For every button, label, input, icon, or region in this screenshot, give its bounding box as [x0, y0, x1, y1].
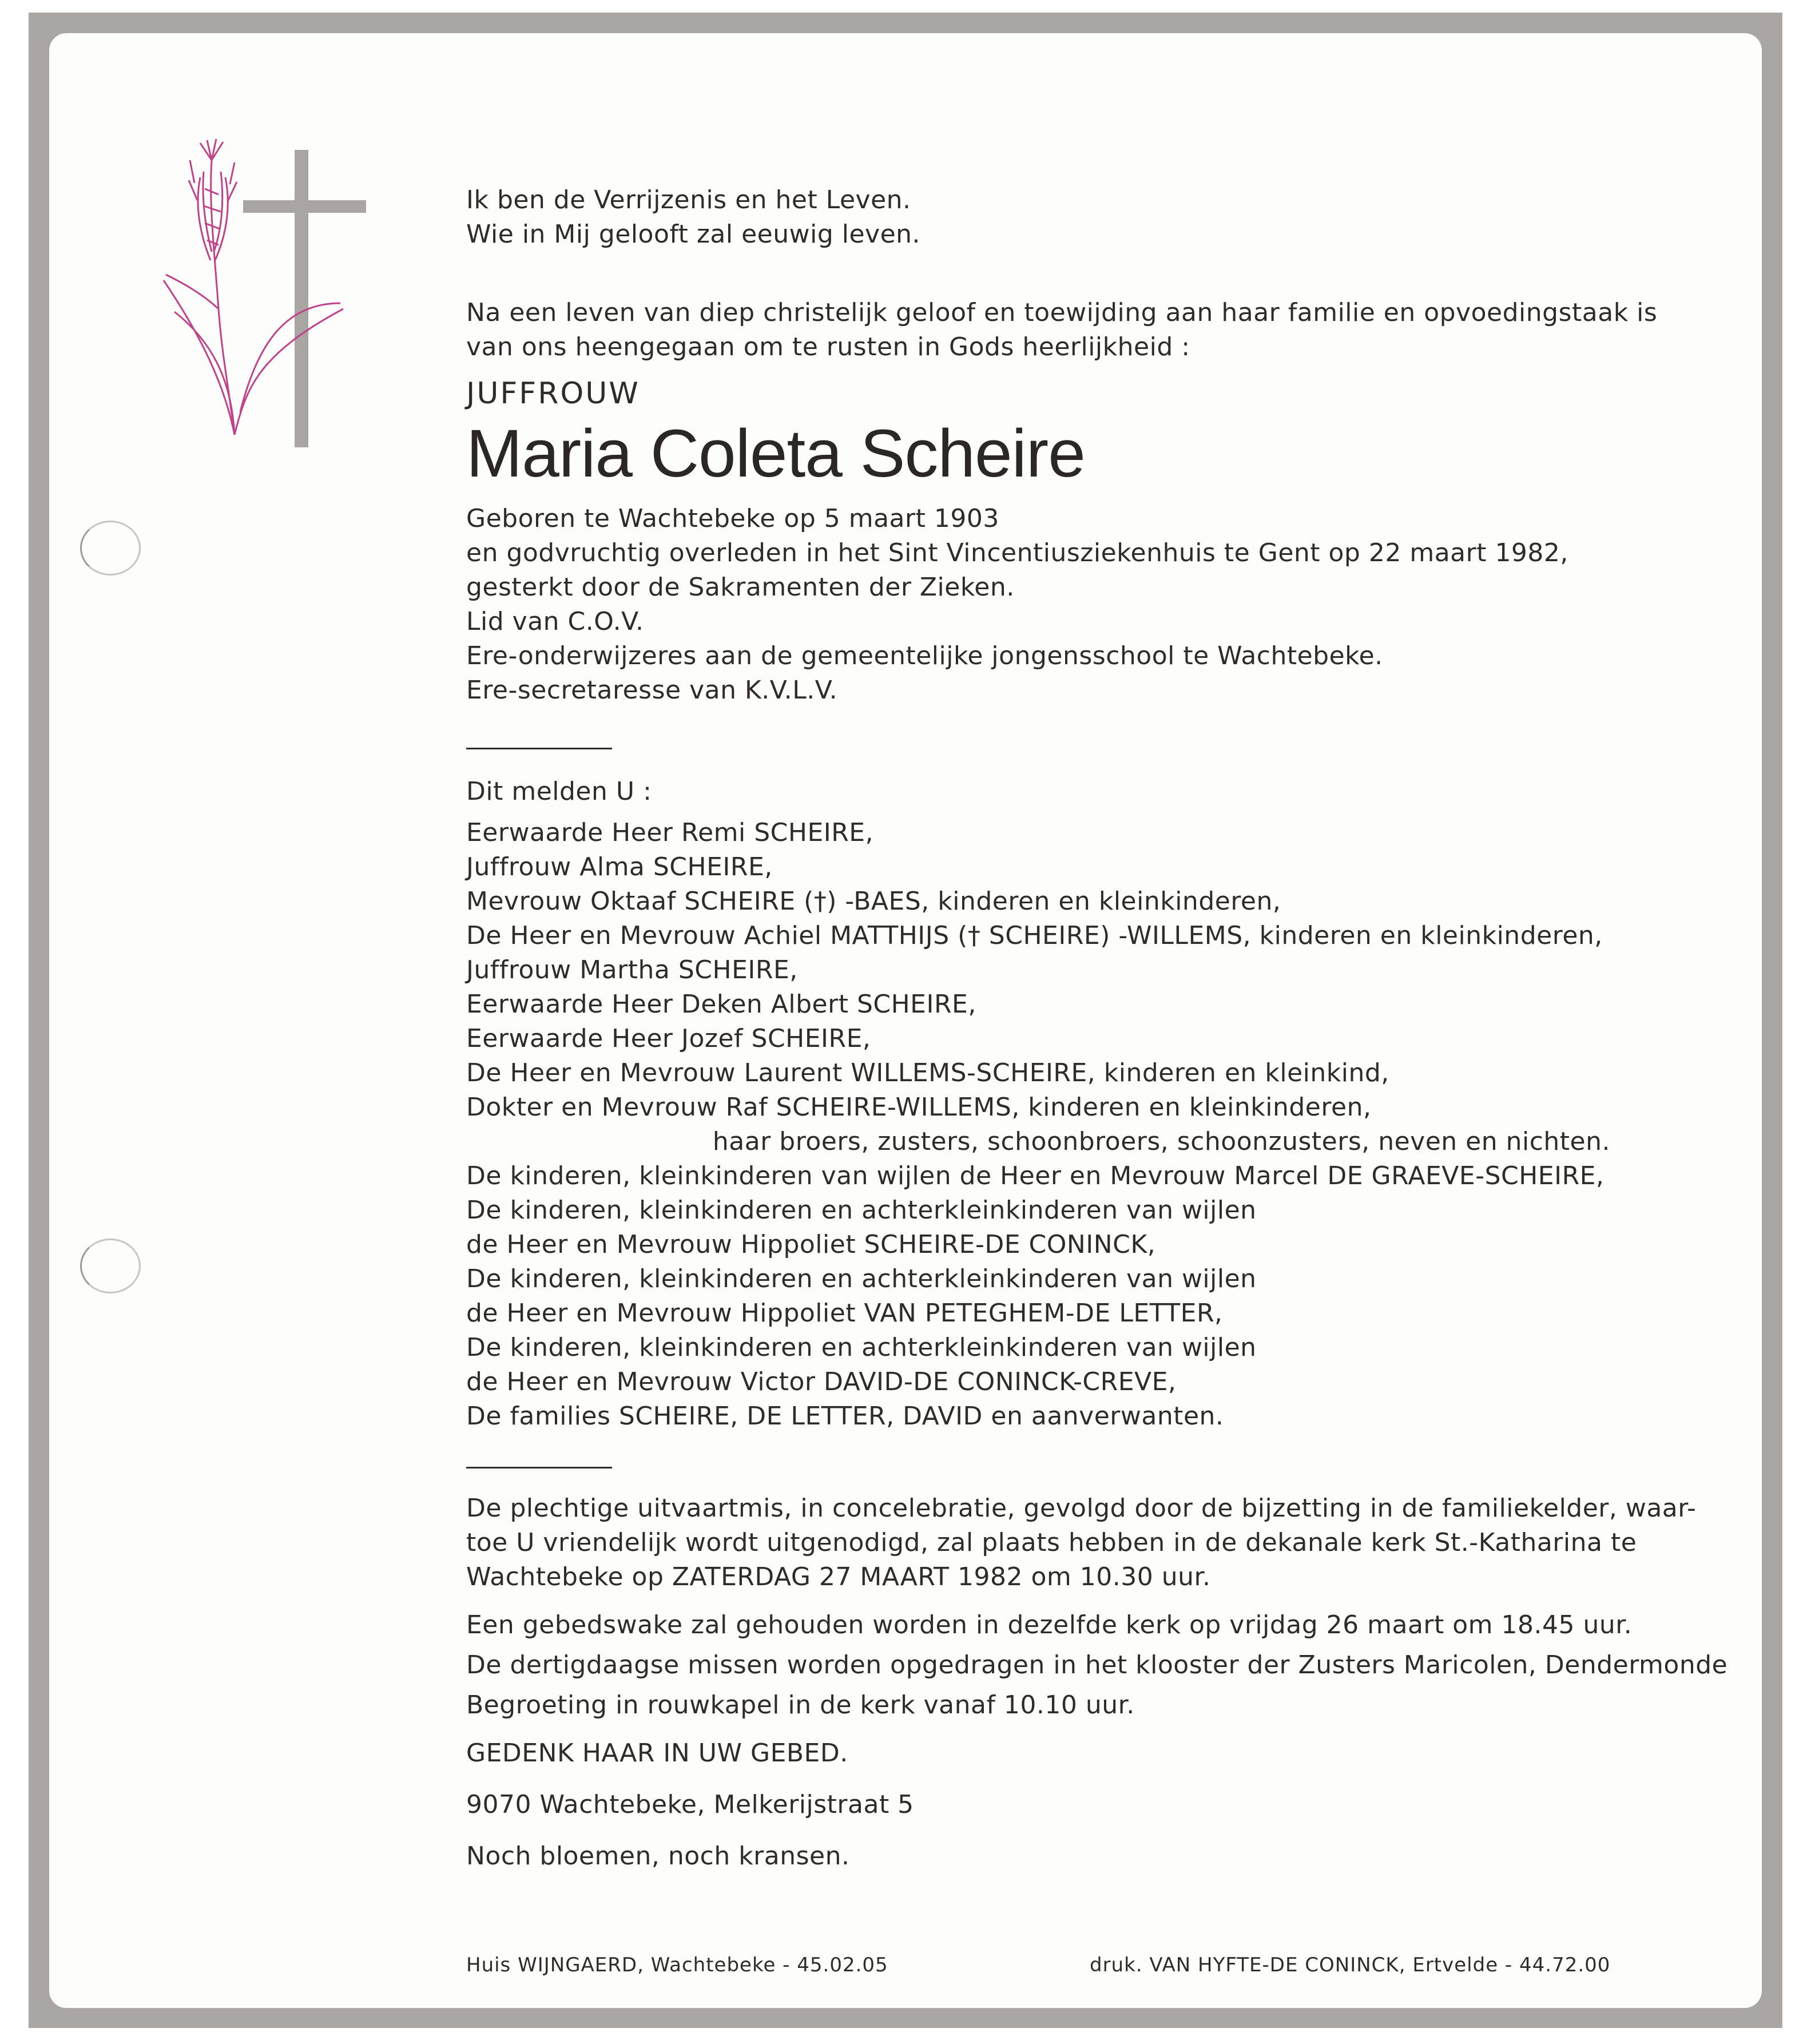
bio-line: Lid van C.O.V.	[466, 607, 644, 636]
announce-label: Dit melden U :	[466, 777, 652, 806]
condolence-line: Begroeting in rouwkapel in de kerk vanaf 10.10 uur.	[466, 1690, 1135, 1720]
family-line: Juffrouw Martha SCHEIRE,	[466, 955, 798, 985]
relatives-line: de Heer en Mevrouw Hippoliet VAN PETEGHEM-DE LETTER,	[466, 1299, 1223, 1328]
no-flowers-line: Noch bloemen, noch kransen.	[466, 1841, 850, 1871]
address-line: 9070 Wachtebeke, Melkerijstraat 5	[466, 1790, 914, 1819]
relatives-line: De kinderen, kleinkinderen van wijlen de Heer en Mevrouw Marcel DE GRAEVE-SCHEIRE,	[466, 1161, 1605, 1190]
family-line: Eerwaarde Heer Jozef SCHEIRE,	[466, 1024, 871, 1053]
family-line: De Heer en Mevrouw Achiel MATTHIJS († SCHEIRE) -WILLEMS, kinderen en kleinkinderen,	[466, 921, 1603, 950]
bio-line: en godvruchtig overleden in het Sint Vincentiusziekenhuis te Gent op 22 maart 1982,	[466, 538, 1568, 567]
punch-hole-top	[80, 521, 141, 576]
intro-line: Na een leven van diep christelijk geloof en toewijding aan haar familie en opvoedingstaak is	[466, 298, 1658, 327]
deceased-name: Maria Coleta Scheire	[466, 416, 1085, 491]
family-line: Eerwaarde Heer Deken Albert SCHEIRE,	[466, 990, 976, 1019]
relatives-line: De families SCHEIRE, DE LETTER, DAVID en aanverwanten.	[466, 1402, 1224, 1431]
verse-line: Ik ben de Verrijzenis en het Leven.	[466, 185, 911, 215]
relatives-line: De kinderen, kleinkinderen en achterkleinkinderen van wijlen	[466, 1333, 1257, 1362]
family-line: Juffrouw Alma SCHEIRE,	[466, 852, 773, 882]
family-line: Mevrouw Oktaaf SCHEIRE (†) -BAES, kinderen en kleinkinderen,	[466, 887, 1281, 916]
bio-line: gesterkt door de Sakramenten der Zieken.	[466, 573, 1015, 602]
bio-line: Ere-onderwijzeres aan de gemeentelijke jongensschool te Wachtebeke.	[466, 641, 1383, 670]
bio-line: Ere-secretaresse van K.V.L.V.	[466, 676, 838, 705]
funeral-line: De plechtige uitvaartmis, in concelebratie, gevolgd door de bijzetting in de familiekelder, waar-	[466, 1494, 1697, 1523]
relatives-line: De kinderen, kleinkinderen en achterkleinkinderen van wijlen	[466, 1196, 1257, 1225]
footer-funeral-home: Huis WIJNGAERD, Wachtebeke - 45.02.05	[466, 1954, 888, 1976]
family-summary: haar broers, zusters, schoonbroers, schoonzusters, neven en nichten.	[712, 1127, 1610, 1156]
relatives-line: de Heer en Mevrouw Victor DAVID-DE CONINCK-CREVE,	[466, 1367, 1177, 1396]
remember-line: GEDENK HAAR IN UW GEBED.	[466, 1739, 848, 1768]
funeral-line: toe U vriendelijk wordt uitgenodigd, zal plaats hebben in de dekanale kerk St.-Katharina te	[466, 1528, 1637, 1557]
relatives-line: De kinderen, kleinkinderen en achterkleinkinderen van wijlen	[466, 1264, 1257, 1293]
footer-printer: druk. VAN HYFTE-DE CONINCK, Ertvelde - 44.72.00	[1090, 1954, 1611, 1976]
vigil-line: Een gebedswake zal gehouden worden in dezelfde kerk op vrijdag 26 maart om 18.45 uur.	[466, 1610, 1633, 1640]
wheat-cross-icon	[154, 137, 372, 458]
family-line: De Heer en Mevrouw Laurent WILLEMS-SCHEIRE, kinderen en kleinkind,	[466, 1058, 1389, 1088]
announcement-text	[466, 183, 1728, 1874]
family-line: Dokter en Mevrouw Raf SCHEIRE-WILLEMS, kinderen en kleinkinderen,	[466, 1093, 1372, 1122]
bio-line: Geboren te Wachtebeke op 5 maart 1903	[466, 504, 999, 533]
funeral-line: Wachtebeke op ZATERDAG 27 MAART 1982 om 10.30 uur.	[466, 1562, 1211, 1591]
family-line: Eerwaarde Heer Remi SCHEIRE,	[466, 818, 874, 847]
masses-line: De dertigdaagse missen worden opgedragen in het klooster der Zusters Maricolen, Dendermonde	[466, 1650, 1728, 1680]
relatives-line: de Heer en Mevrouw Hippoliet SCHEIRE-DE CONINCK,	[466, 1230, 1156, 1259]
punch-hole-bottom	[80, 1239, 141, 1293]
intro-line: van ons heengegaan om te rusten in Gods heerlijkheid :	[466, 332, 1190, 362]
honorific: JUFFROUW	[466, 376, 640, 411]
verse-line: Wie in Mij gelooft zal eeuwig leven.	[466, 220, 921, 249]
